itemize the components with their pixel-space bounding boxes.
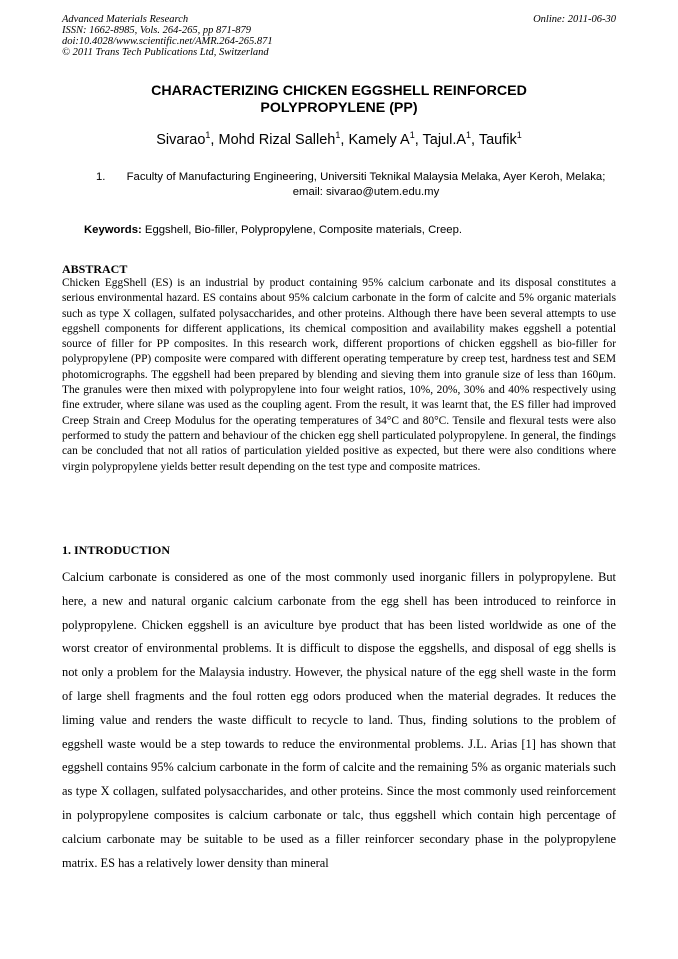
author-separator: , [340,132,349,148]
title-line-2: POLYPROPYLENE (PP) [260,100,418,116]
author-affil-mark: 1 [335,130,341,141]
journal-name: Advanced Materials Research [62,14,189,25]
author-list [62,131,616,149]
affiliation [96,170,616,200]
online-date: Online: 2011-06-30 [533,14,616,25]
author-name: Taufik [478,132,517,148]
author-affil-mark: 1 [466,130,472,141]
keywords [84,223,462,237]
title-line-1: CHARACTERIZING CHICKEN EGGSHELL REINFORCED [151,83,527,99]
abstract-body: Chicken EggShell (ES) is an industrial by product containing 95% calcium carbonate and its disposal constitutes a serious environmental hazard. ES contains about 95% calcium carbonate in the form of calcite and 5% organic materials such as type X collagen, sulfated polysaccharides, and other proteins. Although there have been several attempts to use eggshell components for different applications, its chemical composition and availability makes eggshell a potential source of filler for PP composites. In this research work, different proportions of chicken eggshell as bio-filler for polypropylene (PP) composite were compared with different operating temperature by creep test, hardness test and SEM photomicrographs. The eggshell had been prepared by blending and sieving them into granule size of less than 160μm. The granules were then mixed with polypropylene into four weight ratios, 10%, 20%, 30% and 40% respectively using fine extruder, where silane was used as the coupling agent. From the result, it was learnt that, the ES filler had improved Creep Strain and Creep Modulus for the operating temperatures of 34°C and 80°C. Tensile and flexural tests were also performed to study the pattern and behaviour of the chicken egg shell particulated polypropylene. In general, the findings can be concluded that not all ratios of particulation yielded positive as expected, but there were also conditions where virgin polypropylene yields better result depending on the test type and composite matrices. [62,277,616,473]
author-affil-mark: 1 [516,130,522,141]
introduction-body: Calcium carbonate is considered as one of the most commonly used inorganic fillers in polypropylene. But here, a new and natural organic calcium carbonate from the egg shell has been introduced to reinforce in polypropylene. Chicken eggshell is an aviculture bye product that has been listed worldwide as one of the worst creator of environmental problems. It is difficult to dispose the eggshells, and disposal of egg shells is not only a problem for the Malaysia industry. However, the physical nature of the egg shell waste in the form of large shell fragments and the foul rotten egg odors produced when the material degrades. It reduces the liming value and renders the waste difficult to recycle to land. Thus, finding solutions to the problem of eggshell waste would be a step towards to reduce the environmental problems. J.L. Arias [1] has shown that eggshell contains 95% calcium carbonate in the form of calcite and the remaining 5% as organic materials such as type X collagen, sulfated polysaccharides, and other proteins. Since the most commonly used reinforcement in polypropylene composites is calcium carbonate or talc, thus eggshell which contain high percentage of calcium carbonate may be suitable to be used as a filler reinforcer secondary phase in the polypropylene matrix. ES has a relatively lower density than mineral [62,570,616,870]
author-separator: , [414,132,423,148]
paper-title [62,83,616,117]
keywords-label: Keywords: [84,224,142,236]
author-name: Mohd Rizal Salleh [218,132,336,148]
author-name: Tajul.A [422,132,467,148]
introduction-heading: 1. INTRODUCTION [62,543,171,557]
journal-header [62,14,273,58]
author-affil-mark: 1 [205,130,211,141]
author-name: Sivarao [156,132,206,148]
journal-copyright: © 2011 Trans Tech Publications Ltd, Switzerland [62,47,269,58]
journal-issn: ISSN: 1662-8985, Vols. 264-265, pp 871-879 [62,25,251,36]
author-separator: , [210,132,219,148]
author-separator: , [471,132,479,148]
author-name: Kamely A [348,132,410,148]
journal-doi: doi:10.4028/www.scientific.net/AMR.264-265.871 [62,36,273,47]
affiliation-number: 1. [96,171,106,183]
keywords-text: Eggshell, Bio-filler, Polypropylene, Composite materials, Creep. [141,224,462,236]
abstract-heading: ABSTRACT [62,262,128,276]
affiliation-text: Faculty of Manufacturing Engineering, Universiti Teknikal Malaysia Melaka, Ayer Keroh, Melaka; email: sivarao@utem.edu.my [126,171,606,198]
author-affil-mark: 1 [409,130,415,141]
